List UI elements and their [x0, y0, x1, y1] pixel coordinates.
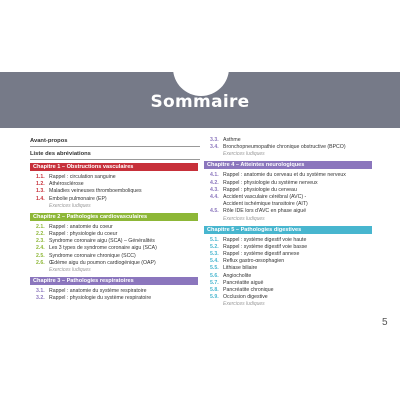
toc-item[interactable]: [204, 208, 374, 215]
exercises-label[interactable]: Exercices ludiques: [49, 202, 91, 209]
toc-item-label: Athérosclérose: [49, 181, 84, 188]
toc-item-number: 3.3.: [210, 137, 219, 143]
toc-item[interactable]: [204, 244, 374, 251]
toc-item-label: Rappel : anatomie du cerveau et du système nerveux: [223, 172, 346, 179]
page-title: Sommaire: [150, 92, 250, 112]
toc-item[interactable]: [204, 294, 374, 301]
toc-item[interactable]: [204, 265, 374, 272]
toc-item-number: 5.8.: [210, 287, 219, 294]
chapter-1-heading[interactable]: Chapitre 1 – Obstructions vasculaires: [30, 163, 198, 171]
toc-item-label: Pancréatite chronique: [223, 287, 274, 294]
toc-item[interactable]: [30, 295, 200, 302]
toc-item[interactable]: [204, 237, 374, 244]
toc-item-number: 3.2.: [36, 295, 45, 302]
toc-item-number: 5.1.: [210, 236, 219, 243]
toc-item-number: 2.2.: [36, 231, 45, 238]
toc-item[interactable]: [204, 144, 374, 151]
toc-item-label: Rappel : système digestif annexe: [223, 251, 300, 258]
toc-item[interactable]: [204, 180, 374, 187]
toc-item-label: Œdème aigu du poumon cardiogénique (OAP): [49, 259, 156, 266]
toc-item[interactable]: [204, 187, 374, 194]
toc-item-number: 5.4.: [210, 258, 219, 265]
toc-item[interactable]: [204, 251, 374, 258]
toc-item-label: Bronchopneumopathie chronique obstructive (BPCO): [223, 144, 346, 151]
toc-item-label: Rappel : physiologie du coeur: [49, 231, 118, 238]
toc-item-number: 2.6.: [36, 259, 45, 266]
toc-item-label: Angiocholite: [223, 272, 252, 279]
toc-item[interactable]: [204, 273, 374, 280]
toc-item-number: 3.1.: [36, 288, 45, 295]
toc-item-label: Accident vasculaire cérébral (AVC) -: [223, 194, 307, 201]
toc-item-label: Accident ischémique transitoire (AIT): [223, 201, 308, 208]
toc-right-column: [204, 137, 374, 310]
toc-item-number: 5.5.: [210, 265, 219, 272]
toc-item-number: 4.1.: [210, 172, 219, 179]
toc-item-label: Rappel : physiologie du cerveau: [223, 186, 297, 193]
toc-item-label: Occlusion digestive: [223, 294, 268, 301]
toc-item-label: Syndrome coronaire aigu (SCA) – Généralités: [49, 238, 155, 245]
toc-section-avant-propos[interactable]: Avant-propos: [30, 137, 200, 147]
toc-item-number: 2.3.: [36, 238, 45, 245]
toc-item-label: Pancréatite aiguë: [223, 279, 264, 286]
toc-item[interactable]: [30, 231, 200, 238]
toc-item-number: 1.3.: [36, 188, 45, 195]
toc-item[interactable]: [204, 172, 374, 179]
toc-item[interactable]: [30, 260, 200, 267]
toc-item-number: 5.9.: [210, 294, 219, 301]
toc-item-label: Rappel : physiologie du système nerveux: [223, 179, 318, 186]
toc-item-number: 5.7.: [210, 279, 219, 286]
toc-item[interactable]: [204, 258, 374, 265]
toc-item-label: Les 3 types de syndrome coronaire aigu (SCA): [49, 245, 157, 252]
toc-item-label: Syndrome coronaire chronique (SCC): [49, 252, 136, 259]
toc-item[interactable]: [30, 253, 200, 260]
exercises-label[interactable]: Exercices ludiques: [49, 267, 91, 274]
toc-item-label: Lithiase biliaire: [223, 265, 258, 272]
toc-item-number: 1.1.: [36, 174, 45, 180]
toc-item-number: 4.5.: [210, 208, 219, 215]
toc-item-number: 2.1.: [36, 223, 45, 230]
exercises-label[interactable]: Exercices ludiques: [223, 215, 265, 222]
chapter-5-heading[interactable]: Chapitre 5 – Pathologies digestives: [204, 226, 372, 234]
toc-item[interactable]: [204, 287, 374, 294]
toc-item-number: 4.4.: [210, 194, 219, 201]
toc-item-number: 3.4.: [210, 144, 219, 151]
toc-item[interactable]: [30, 245, 200, 252]
toc-section-abreviations[interactable]: Liste des abréviations: [30, 150, 200, 160]
chapter-4-heading[interactable]: Chapitre 4 – Atteintes neurologiques: [204, 161, 372, 169]
toc-item[interactable]: [204, 280, 374, 287]
toc-item[interactable]: [30, 288, 200, 295]
toc-item-label: Rappel : système digestif voie basse: [223, 243, 308, 250]
toc-item-number: 5.3.: [210, 251, 219, 258]
exercises-label[interactable]: Exercices ludiques: [223, 301, 265, 308]
toc-item-number: 2.5.: [36, 252, 45, 259]
toc-item[interactable]: [30, 238, 200, 245]
toc-item-label: Reflux gastro-œsophagien: [223, 258, 285, 265]
page-number: 5: [382, 317, 388, 328]
toc-left-column: [30, 137, 200, 302]
toc-item[interactable]: [204, 137, 374, 144]
toc-item-label: Maladies veineuses thromboemboliques: [49, 188, 142, 195]
chapter-2-heading[interactable]: Chapitre 2 – Pathologies cardiovasculaires: [30, 213, 198, 221]
toc-item-number: 1.2.: [36, 181, 45, 188]
toc-item-number: 4.3.: [210, 186, 219, 193]
toc-item-number: [210, 201, 223, 208]
toc-item-label: Rappel : système digestif voie haute: [223, 236, 307, 243]
toc-item[interactable]: [204, 201, 374, 208]
toc-item[interactable]: [30, 196, 200, 203]
exercises-label[interactable]: Exercices ludiques: [223, 151, 265, 158]
toc-item[interactable]: [30, 188, 200, 195]
toc-item-label: Asthme: [223, 137, 241, 143]
toc-item-label: Rappel : physiologie du système respiratoire: [49, 295, 152, 302]
toc-item[interactable]: [30, 181, 200, 188]
toc-item-number: 4.2.: [210, 179, 219, 186]
toc-item-number: 5.6.: [210, 272, 219, 279]
toc-item[interactable]: [204, 194, 374, 201]
chapter-3-heading[interactable]: Chapitre 3 – Pathologies respiratoires: [30, 277, 198, 285]
toc-item-number: 5.2.: [210, 243, 219, 250]
toc-item-label: Rappel : circulation sanguine: [49, 174, 116, 180]
header-tab-notch: [173, 40, 229, 96]
toc-item-number: 2.4.: [36, 245, 45, 252]
toc-item[interactable]: [30, 174, 200, 181]
toc-item-label: Rappel : anatomie du coeur: [49, 223, 113, 230]
toc-item[interactable]: [30, 224, 200, 231]
toc-item-label: Embolie pulmonaire (EP): [49, 195, 107, 202]
toc-item-label: Rôle IDE lors d'AVC en phase aiguë: [223, 208, 307, 215]
toc-item-number: 1.4.: [36, 195, 45, 202]
toc-item-label: Rappel : anatomie du système respiratoire: [49, 288, 147, 295]
